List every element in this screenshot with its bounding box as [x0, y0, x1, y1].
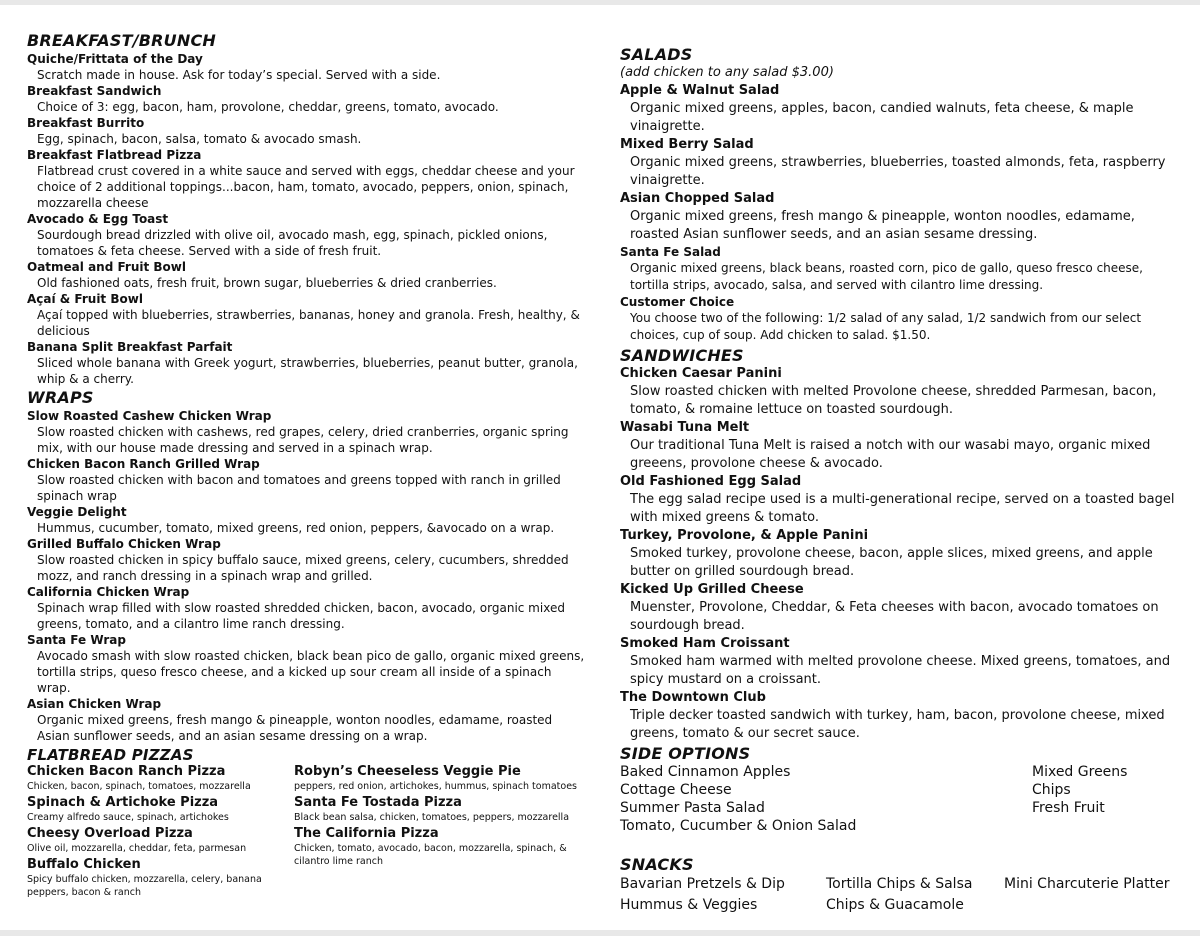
pizza-item [294, 826, 587, 868]
side-option: Baked Cinnamon Apples [620, 764, 791, 780]
menu-item [620, 473, 1180, 527]
menu-item-name: Mixed Berry Salad [620, 137, 754, 152]
menu-item [27, 339, 587, 387]
menu-item-name: Apple & Walnut Salad [620, 83, 780, 98]
menu-item [27, 536, 587, 584]
menu-item-name: Breakfast Flatbread Pizza [27, 148, 202, 162]
menu-item-description: Smoked turkey, provolone cheese, bacon, apple slices, mixed greens, and apple butter on grilled sourdough bread. [630, 546, 1153, 579]
menu-item [27, 584, 587, 632]
pizza-name: The California Pizza [294, 826, 439, 841]
salads-title: SALADS [620, 45, 693, 64]
menu-item-name: Banana Split Breakfast Parfait [27, 340, 233, 354]
menu-item-description: Egg, spinach, bacon, salsa, tomato & avocado smash. [37, 132, 362, 146]
menu-item [27, 211, 587, 259]
menu-item [27, 115, 587, 147]
side-option: Mixed Greens [1032, 764, 1128, 780]
menu-item [27, 83, 587, 115]
menu-item-description: Organic mixed greens, fresh mango & pineapple, wonton noodles, edamame, roasted Asian sunflower seeds, and an asian sesame dressing on a wrap. [37, 713, 553, 743]
menu-item-name: Breakfast Sandwich [27, 84, 162, 98]
menu-item-description: Scratch made in house. Ask for today’s special. Served with a side. [37, 68, 441, 82]
pizza-name: Buffalo Chicken [27, 857, 141, 872]
pizza-left-column [27, 764, 294, 901]
pizza-item [27, 795, 294, 824]
menu-item-name: Breakfast Burrito [27, 116, 145, 130]
menu-item-description: Spinach wrap filled with slow roasted shredded chicken, bacon, avocado, organic mixed greens, tomato, and a cilantro lime ranch dressing. [37, 601, 565, 631]
menu-item-name: Kicked Up Grilled Cheese [620, 582, 804, 597]
snacks-title: SNACKS [620, 855, 694, 874]
menu-item-description: Slow roasted chicken with melted Provolone cheese, shredded Parmesan, bacon, tomato, & romaine lettuce on toasted sourdough. [630, 384, 1157, 417]
pizza-right-column [294, 764, 587, 901]
menu-item-name: Smoked Ham Croissant [620, 636, 790, 651]
menu-item [27, 696, 587, 744]
pizza-description: peppers, red onion, artichokes, hummus, spinach tomatoes [294, 781, 577, 792]
snack-item: Tortilla Chips & Salsa [826, 876, 973, 892]
side-option: Fresh Fruit [1032, 800, 1105, 816]
menu-item [620, 527, 1180, 581]
menu-item [27, 147, 587, 211]
salads-list [620, 82, 1180, 244]
menu-item [27, 456, 587, 504]
menu-item-name: Santa Fe Salad [620, 245, 721, 259]
menu-item-name: Quiche/Frittata of the Day [27, 52, 203, 66]
pizza-name: Cheesy Overload Pizza [27, 826, 193, 841]
pizza-name: Spinach & Artichoke Pizza [27, 795, 219, 810]
pizza-description: Black bean salsa, chicken, tomatoes, peppers, mozzarella [294, 812, 570, 823]
menu-item-description: Choice of 3: egg, bacon, ham, provolone, cheddar, greens, tomato, avocado. [37, 100, 499, 114]
pizza-item [294, 764, 587, 793]
menu-item-description: Triple decker toasted sandwich with turkey, ham, bacon, provolone cheese, mixed greens, tomato & our secret sauce. [630, 708, 1165, 741]
left-column [27, 31, 587, 901]
side-option: Cottage Cheese [620, 782, 732, 798]
menu-item-name: Chicken Bacon Ranch Grilled Wrap [27, 457, 260, 471]
pizza-name: Chicken Bacon Ranch Pizza [27, 764, 226, 779]
menu-item-name: Old Fashioned Egg Salad [620, 474, 802, 489]
menu-item-name: Turkey, Provolone, & Apple Panini [620, 528, 869, 543]
snack-item: Mini Charcuterie Platter [1004, 876, 1170, 892]
menu-item [27, 51, 587, 83]
menu-item-description: Smoked ham warmed with melted provolone cheese. Mixed greens, tomatoes, and spicy mustard on a croissant. [630, 654, 1171, 687]
sides-left-column [620, 763, 1032, 835]
pizza-name: Santa Fe Tostada Pizza [294, 795, 462, 810]
menu-item-description: Açaí topped with blueberries, strawberries, bananas, honey and granola. Fresh, healthy, & delicious [37, 308, 580, 338]
pizza-item [27, 857, 294, 899]
right-column [620, 45, 1180, 916]
menu-item-description: Flatbread crust covered in a white sauce and served with eggs, cheddar cheese and your choice of 2 additional toppings...bacon, ham, tomato, avocado, peppers, onion, spinach, mozzarella cheese [37, 164, 575, 210]
snacks-grid [620, 874, 1180, 916]
menu-item [620, 365, 1180, 419]
menu-item-description: Organic mixed greens, fresh mango & pineapple, wonton noodles, edamame, roasted Asian sunflower seeds, and an asian sesame dressing. [630, 209, 1135, 242]
menu-item-description: Organic mixed greens, black beans, roasted corn, pico de gallo, queso fresco cheese, tortilla strips, avocado, salsa, and served with cilantro lime dressing. [630, 261, 1143, 292]
salads-note: (add chicken to any salad $3.00) [620, 65, 834, 80]
menu-item-description: Our traditional Tuna Melt is raised a notch with our wasabi mayo, organic mixed greeens, provolone cheese & avocado. [630, 438, 1151, 471]
menu-item-name: Asian Chopped Salad [620, 191, 775, 206]
breakfast-list [27, 51, 587, 387]
menu-item [620, 244, 1180, 294]
menu-item-name: Açaí & Fruit Bowl [27, 292, 143, 306]
menu-item-description: Old fashioned oats, fresh fruit, brown sugar, blueberries & dried cranberries. [37, 276, 497, 290]
menu-item-name: Avocado & Egg Toast [27, 212, 169, 226]
menu-item-name: Santa Fe Wrap [27, 633, 126, 647]
menu-item-description: Slow roasted chicken with cashews, red grapes, celery, dried cranberries, organic spring mix, with our house made dressing and served in a spinach wrap. [37, 425, 569, 455]
menu-item [620, 419, 1180, 473]
sides-title: SIDE OPTIONS [620, 744, 751, 763]
wraps-list [27, 408, 587, 744]
menu-item-name: The Downtown Club [620, 690, 766, 705]
menu-item-description: Hummus, cucumber, tomato, mixed greens, red onion, peppers, &avocado on a wrap. [37, 521, 555, 535]
menu-item-name: Asian Chicken Wrap [27, 697, 162, 711]
menu-item [620, 689, 1180, 743]
menu-item-name: California Chicken Wrap [27, 585, 190, 599]
menu-item-name: Wasabi Tuna Melt [620, 420, 750, 435]
menu-item-name: Slow Roasted Cashew Chicken Wrap [27, 409, 272, 423]
menu-item [620, 82, 1180, 136]
menu-item [620, 136, 1180, 190]
menu-item [620, 635, 1180, 689]
salads-small-list [620, 244, 1180, 344]
snack-item: Chips & Guacamole [826, 897, 964, 913]
menu-item-description: Organic mixed greens, strawberries, blueberries, toasted almonds, feta, raspberry vinaigrette. [630, 155, 1166, 188]
menu-item-name: Grilled Buffalo Chicken Wrap [27, 537, 221, 551]
menu-item-description: Sliced whole banana with Greek yogurt, strawberries, blueberries, peanut butter, granola, whip & a cherry. [37, 356, 578, 386]
menu-item [27, 408, 587, 456]
side-option: Summer Pasta Salad [620, 800, 765, 816]
menu-item-description: Sourdough bread drizzled with olive oil, avocado mash, egg, spinach, pickled onions, tomatoes & feta cheese. Served with a side of fresh fruit. [37, 228, 548, 258]
side-option: Chips [1032, 782, 1071, 798]
menu-item [27, 504, 587, 536]
pizzas-title: FLATBREAD PIZZAS [27, 746, 194, 764]
menu-item [27, 291, 587, 339]
sides-right-column [1032, 763, 1182, 835]
menu-item-description: Slow roasted chicken with bacon and tomatoes and greens topped with ranch in grilled spinach wrap [37, 473, 561, 503]
menu-item [620, 294, 1180, 344]
menu-item-name: Veggie Delight [27, 505, 127, 519]
snack-item: Hummus & Veggies [620, 897, 758, 913]
pizza-description: Chicken, bacon, spinach, tomatoes, mozzarella [27, 781, 251, 792]
menu-item-name: Chicken Caesar Panini [620, 366, 782, 381]
pizza-item [294, 795, 587, 824]
menu-item-description: You choose two of the following: 1/2 salad of any salad, 1/2 sandwich from our select choices, cup of soup. Add chicken to salad. $1.50. [630, 311, 1142, 342]
sandwiches-title: SANDWICHES [620, 346, 744, 365]
pizza-description: Chicken, tomato, avocado, bacon, mozzarella, spinach, & cilantro lime ranch [294, 843, 567, 867]
menu-item [620, 190, 1180, 244]
pizza-name: Robyn’s Cheeseless Veggie Pie [294, 764, 521, 779]
menu-item [27, 632, 587, 696]
side-option: Tomato, Cucumber & Onion Salad [620, 818, 857, 834]
menu-item-name: Customer Choice [620, 295, 735, 309]
menu-item-description: Organic mixed greens, apples, bacon, candied walnuts, feta cheese, & maple vinaigrette. [630, 101, 1134, 134]
menu-item-name: Oatmeal and Fruit Bowl [27, 260, 186, 274]
pizza-item [27, 764, 294, 793]
pizza-description: Olive oil, mozzarella, cheddar, feta, parmesan [27, 843, 247, 854]
pizza-description: Spicy buffalo chicken, mozzarella, celery, banana peppers, bacon & ranch [27, 874, 262, 898]
pizza-item [27, 826, 294, 855]
menu-item-description: Slow roasted chicken in spicy buffalo sauce, mixed greens, celery, cucumbers, shredded mozz, and ranch dressing in a spinach wrap and grilled. [37, 553, 569, 583]
menu-item-description: The egg salad recipe used is a multi-generational recipe, served on a toasted bagel with mixed greens & tomato. [630, 492, 1175, 525]
menu-item-description: Muenster, Provolone, Cheddar, & Feta cheeses with bacon, avocado tomatoes on sourdough bread. [630, 600, 1159, 633]
snack-item: Bavarian Pretzels & Dip [620, 876, 785, 892]
pizza-description: Creamy alfredo sauce, spinach, artichokes [27, 812, 229, 823]
pizza-grid [27, 764, 587, 901]
sandwiches-list [620, 365, 1180, 743]
menu-item [620, 581, 1180, 635]
sides-grid [620, 763, 1180, 835]
breakfast-title: BREAKFAST/BRUNCH [27, 31, 216, 50]
menu-item [27, 259, 587, 291]
menu-item-description: Avocado smash with slow roasted chicken, black bean pico de gallo, organic mixed greens, tortilla strips, queso fresco cheese, and a kicked up sour cream all inside of a spinach wrap. [37, 649, 585, 695]
wraps-title: WRAPS [27, 388, 94, 407]
